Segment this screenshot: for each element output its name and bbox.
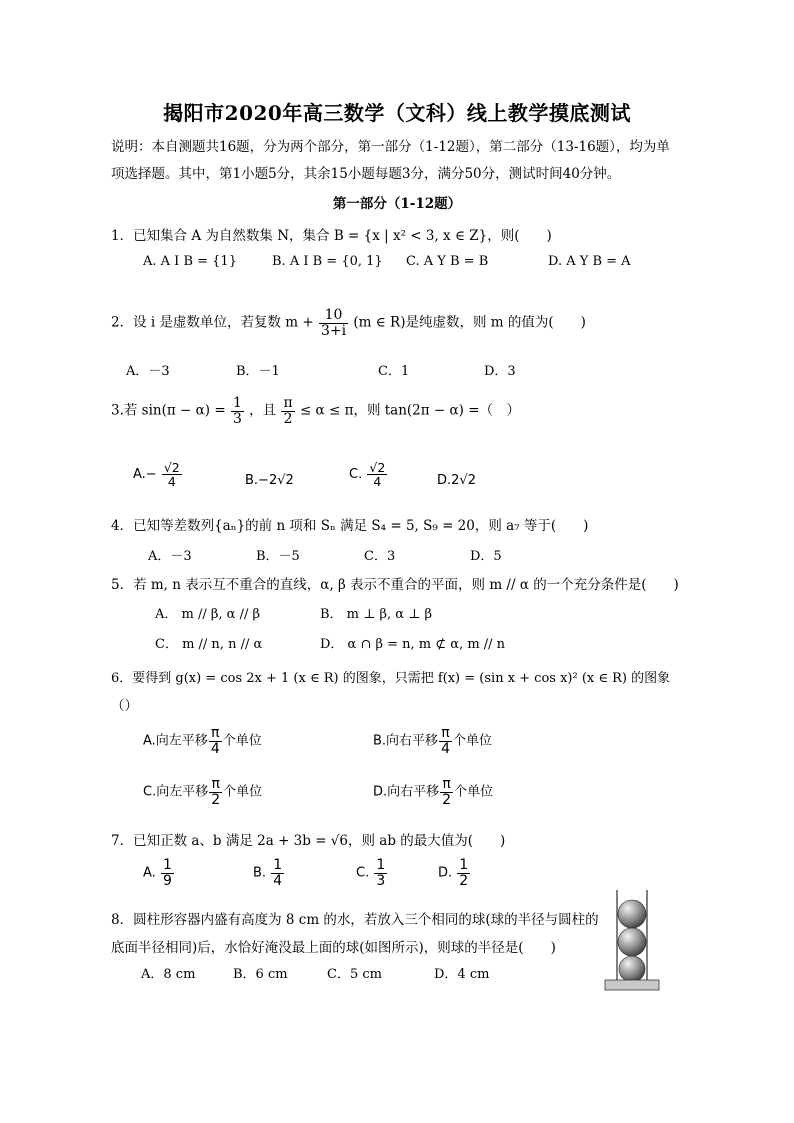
question-6-option-b-unit: 个单位 [452,733,492,749]
question-6-option-b-fraction [439,726,452,756]
question-2-option-b: B．－1 [236,364,280,379]
question-4-option-a: A．－3 [148,549,192,564]
question-7-option-c-label: C. [356,865,370,881]
question-4-option-d: D．5 [470,549,502,564]
question-7-option-b-denominator: 4 [273,872,283,889]
question-3-option-a [133,461,183,488]
question-7-option-a-denominator: 9 [162,872,172,889]
cylinder-with-balls-figure [604,888,660,992]
question-3-option-c-numerator: √2 [369,460,386,475]
question-7-option-b-fraction [271,858,284,888]
question-3-option-a-label: A.− [133,467,157,483]
question-5-option-a: A． m // β, α // β [155,607,260,622]
section-heading: 第一部分（1-12题） [332,196,462,212]
question-5-stem: 5．若 m, n 表示互不重合的直线，α, β 表示不重合的平面，则 m // α 的一个充分条件是( ) [111,577,679,593]
question-6-option-c-unit: 个单位 [223,784,263,800]
question-2-option-c: C．1 [378,364,410,379]
question-8-option-c: C．5 cm [327,967,382,982]
question-1-option-c: C. A Y B = B [406,254,489,269]
question-6-option-b [373,726,492,756]
question-2-fraction [319,308,348,338]
question-6-option-d [373,777,493,807]
question-3-f1-numerator: 1 [232,395,242,411]
question-7-option-b-numerator: 1 [273,857,283,873]
question-6-option-d-denominator: 2 [442,791,452,808]
question-7-option-d-denominator: 2 [459,872,469,889]
question-7-option-d-label: D. [438,865,453,881]
question-6-option-c [143,777,262,807]
question-6-option-c-fraction [209,777,222,807]
question-7-option-c [356,858,388,888]
question-2-stem [111,308,586,338]
question-5-option-d: D． α ∩ β = n, m ⊄ α, m // n [320,637,506,652]
question-6-option-a [143,726,262,756]
question-3-option-c-fraction [367,461,387,488]
question-6-option-d-fraction [440,777,453,807]
question-3-stem-post: ≤ α ≤ π，则 tan(2π − α) =（ ） [299,402,521,419]
question-6-option-a-label: A.向左平移 [143,733,208,749]
cylinder-base [605,980,659,990]
ball-top [618,900,646,928]
question-3-option-a-fraction [162,461,182,488]
question-7-option-b-label: B. [253,865,267,881]
question-3-stem-mid: ，且 [249,402,277,419]
question-8-option-a: A．8 cm [141,967,196,982]
question-7-option-d-numerator: 1 [459,857,469,873]
question-3-fraction-one-third [231,396,244,426]
question-6-option-d-unit: 个单位 [454,784,494,800]
question-6-option-a-fraction [209,726,222,756]
question-5-option-c: C． m // n, n // α [155,637,263,652]
question-6-option-b-numerator: π [439,726,452,742]
question-6-option-c-denominator: 2 [211,791,221,808]
question-3-option-c-denominator: 4 [373,474,382,490]
question-5-option-b: B． m ⊥ β, α ⊥ β [320,607,433,622]
question-6-option-d-label: D.向右平移 [373,784,440,800]
question-8-option-b: B．6 cm [233,967,288,982]
question-6-option-c-label: C.向左平移 [143,784,209,800]
question-3-option-a-numerator: √2 [163,460,180,475]
question-3-option-c [349,461,388,488]
question-6-paren: （） [111,698,138,714]
question-8-stem-line1: 8．圆柱形容器内盛有高度为 8 cm 的水，若放入三个相同的球(球的半径与圆柱的 [111,912,599,928]
question-3-f2-numerator: π [283,395,293,411]
question-2-fraction-numerator: 10 [319,308,348,324]
question-3-option-c-label: C. [349,467,363,483]
question-6-option-a-unit: 个单位 [222,733,262,749]
instructions: 说明：本自测题共16题，分为两个部分，第一部分（1-12题），第二部分（13-16题），均为单项选择题。其中，第1小题5分，其余15小题每题3分，满分50分，测试时间40分钟。 [111,139,670,182]
question-1-option-a: A. A I B = {1} [143,254,237,269]
question-2-option-a: A．－3 [126,364,170,379]
question-6-option-d-numerator: π [440,777,453,793]
ball-bottom [619,956,645,982]
question-7-option-a-numerator: 1 [162,857,172,873]
question-6-stem: 6．要得到 g(x) = cos 2x + 1 (x ∈ R) 的图象，只需把 f(x) = (sin x + cos x)² (x ∈ R) 的图象 [111,671,671,686]
question-6-option-b-denominator: 4 [441,740,450,757]
question-3-option-a-denominator: 4 [167,474,176,490]
question-3-fraction-pi-half [281,396,294,426]
question-3-f2-denominator: 2 [283,410,293,427]
question-1-stem: 1．已知集合 A 为自然数集 N，集合 B = {x | x² < 3, x ∈ Z}，则( ) [111,228,552,244]
question-7-option-a-label: A. [143,865,156,881]
question-3-option-d: D.2√2 [437,473,476,488]
question-3-option-b: B.−2√2 [245,473,294,488]
page-title: 揭阳市2020年高三数学（文科）线上教学摸底测试 [163,101,631,125]
question-2-option-d: D．3 [484,364,516,379]
question-6-option-b-label: B.向右平移 [373,733,439,749]
question-7-option-d [438,858,471,888]
question-7-option-c-fraction [374,858,387,888]
question-2-fraction-denominator: 3+i [320,322,347,339]
ball-middle [618,928,646,956]
question-7-option-c-denominator: 3 [376,872,386,889]
question-7-option-d-fraction [457,858,470,888]
question-7-option-a-fraction [161,858,174,888]
question-7-option-b [253,858,285,888]
question-6-option-c-numerator: π [209,777,222,793]
question-7-option-c-numerator: 1 [376,857,386,873]
question-8-stem-line2: 底面半径相同)后，水恰好淹没最上面的球(如图所示)，则球的半径是( ) [111,940,556,956]
question-3-stem-pre: 3.若 sin(π − α) = [111,402,226,419]
question-1-option-d: D. A Y B = A [548,254,631,269]
question-3-f1-denominator: 3 [232,410,242,427]
question-6-option-a-denominator: 4 [210,740,220,757]
question-2-stem-post: (m ∈ R)是纯虚数，则 m 的值为( ) [353,314,586,331]
question-8-option-d: D．4 cm [434,967,490,982]
question-1-option-b: B. A I B = {0, 1} [272,254,383,269]
question-2-stem-pre: 2．设 i 是虚数单位，若复数 m + [111,314,314,331]
question-4-stem: 4．已知等差数列{aₙ}的前 n 项和 Sₙ 满足 S₄ = 5, S₉ = 20，则 a₇ 等于( ) [111,518,589,534]
question-4-option-c: C．3 [364,549,396,564]
question-6-option-a-numerator: π [209,726,222,742]
question-7-stem: 7．已知正数 a、b 满足 2a + 3b = √6，则 ab 的最大值为( ) [111,833,506,849]
question-4-option-b: B．－5 [256,549,300,564]
question-7-option-a [143,858,175,888]
question-3-stem [111,396,520,426]
